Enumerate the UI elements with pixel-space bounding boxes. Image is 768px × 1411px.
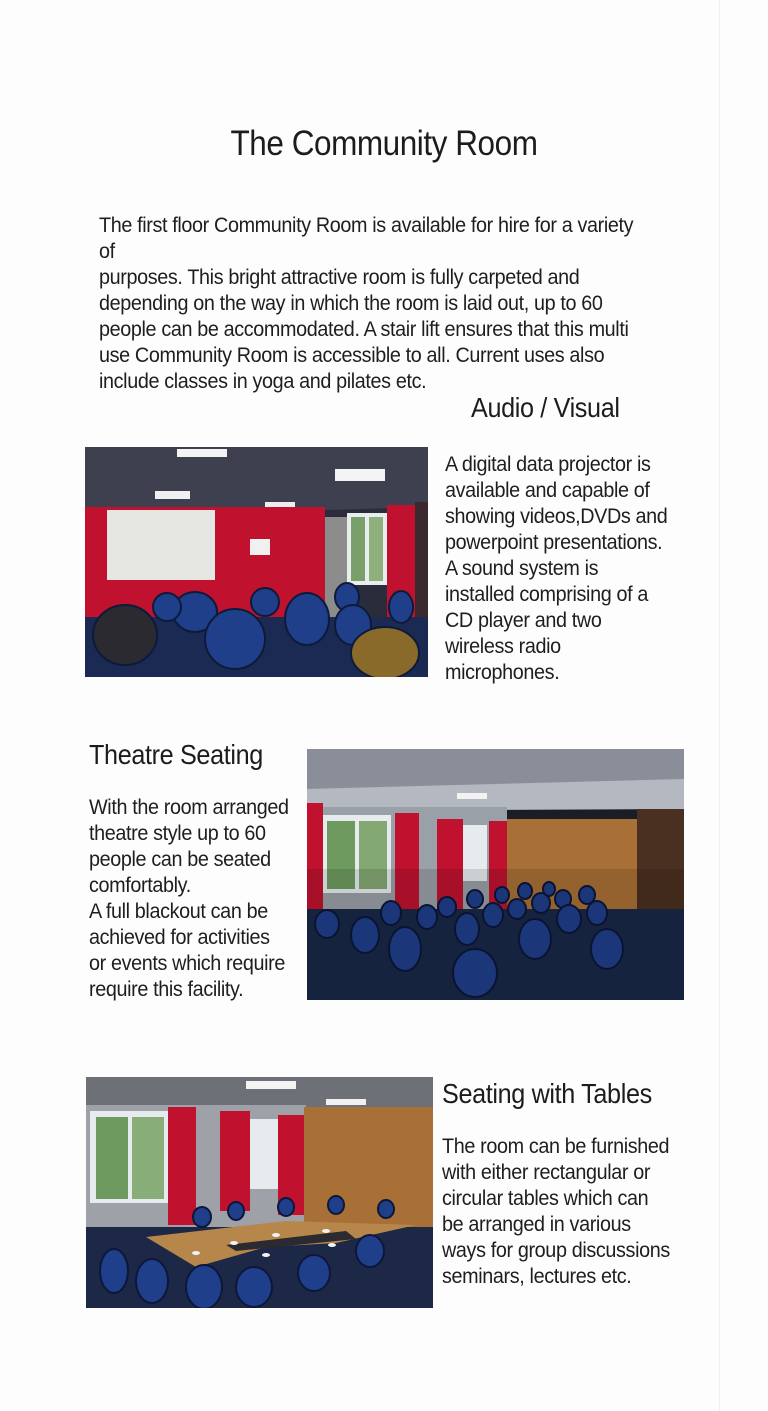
theatre-seating-heading: Theatre Seating	[89, 739, 263, 770]
audio-visual-photo	[85, 447, 428, 677]
page-title: The Community Room	[230, 124, 538, 163]
seating-with-tables-photo	[86, 1077, 433, 1308]
page-edge-line	[719, 0, 720, 1411]
theatre-seating-photo	[307, 749, 684, 1000]
seating-with-tables-heading: Seating with Tables	[442, 1078, 652, 1109]
intro-paragraph: The first floor Community Room is available for hire for a variety of purposes. This bright attractive room is fully carpeted and depending on the way in which the room is laid out, up to 60 people can be accommodated. A stair lift ensures that this multi use Community Room is accessible to all. Current uses also include classes in yoga and pilates etc.	[99, 213, 634, 393]
audio-visual-text: A digital data projector is available and capable of showing videos,DVDs and powerpoint presentations. A sound system is installed comprising of a CD player and two wireless radio microphones.	[445, 452, 668, 684]
theatre-seating-text: With the room arranged theatre style up to 60 people can be seated comfortably. A full blackout can be achieved for activities or events which require require this facility.	[89, 795, 289, 1001]
seating-with-tables-text: The room can be furnished with either rectangular or circular tables which can be arranged in various ways for group discussions seminars, lectures etc.	[442, 1134, 670, 1288]
audio-visual-heading: Audio / Visual	[471, 392, 620, 423]
